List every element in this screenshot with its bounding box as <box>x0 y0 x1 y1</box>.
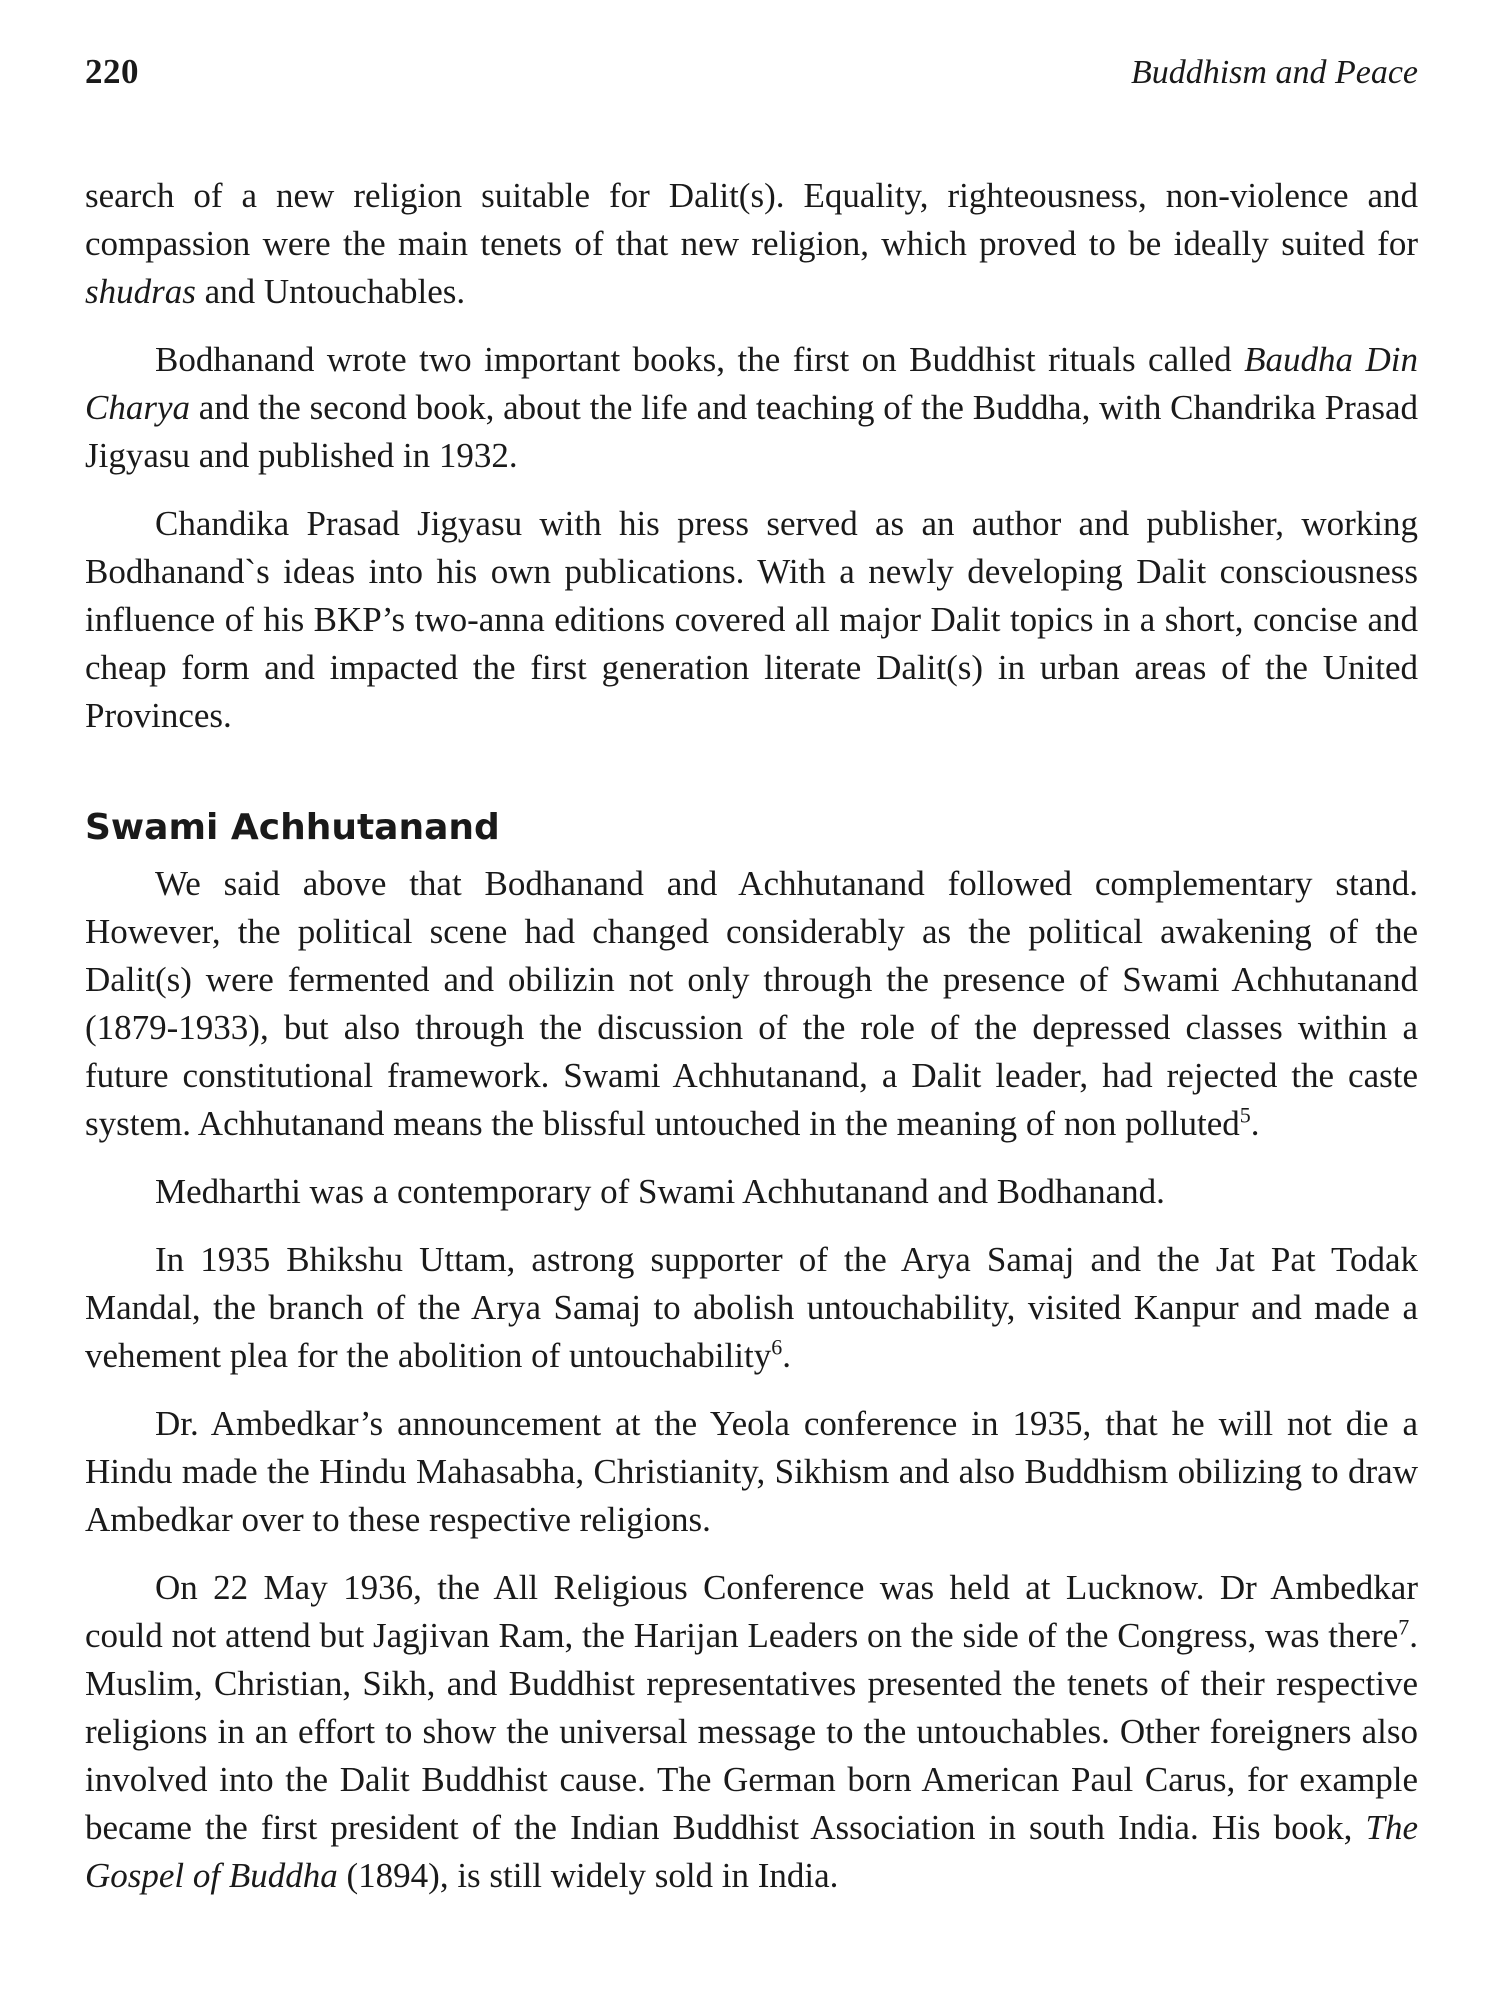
footnote-ref: 7 <box>1398 1614 1410 1640</box>
italic-term: shudras <box>85 272 196 311</box>
paragraph-6: In 1935 Bhikshu Uttam, astrong supporter of the Arya Samaj and the Jat Pat Todak Mandal, the branch of the Arya Samaj to abolish untouchability, visited Kanpur and made a vehement plea for the abolition of untouchability$^6$. <box>85 1240 1418 1375</box>
paragraph-4: We said above that Bodhanand and Achhutanand followed complementary stand. However, the political scene had changed considerably as the political awakening of the Dalit(s) were fermented and obilizin not only through the presence of Swami Achhutanand (1879-1933), but also through the discussion of the role of the depressed classes within a future constitutional framework. Swami Achhutanand, a Dalit leader, had rejected the caste system. Achhutanand means the blissful untouched in the meaning of non polluted$^5$. <box>85 864 1418 1143</box>
paragraph-1: search of a new religion suitable for Dalit(s). Equality, righteousness, non-violence and compassion were the main tenets of that new religion, which proved to be ideally suited for shudras and Untouchables. <box>85 176 1418 311</box>
paragraph-7: Dr. Ambedkar’s announcement at the Yeola conference in 1935, that he will not die a Hindu made the Hindu Mahasabha, Christianity, Sikhism and also Buddhism obilizing to draw Ambedkar over to these respective religions. <box>85 1404 1418 1539</box>
paragraph-8: On 22 May 1936, the All Religious Conference was held at Lucknow. Dr Ambedkar could not attend but Jagjivan Ram, the Harijan Leaders on the side of the Congress, was there$^7$. Muslim, Christian, Sikh, and Buddhist representatives presented the tenets of their respective religions in an effort to show the universal message to the untouchables. Other foreigners also involved into the Dalit Buddhist cause. The German born American Paul Carus, for example became the first president of the Indian Buddhist Association in south India. His book, The Gospel of Buddha (1894), is still widely sold in India. <box>85 1568 1418 1895</box>
paragraph-3: Chandika Prasad Jigyasu with his press served as an author and publisher, working Bodhanand`s ideas into his own publications. With a newly developing Dalit consciousness influence of his BKP’s two-anna editions covered all major Dalit topics in a short, concise and cheap form and impacted the first generation literate Dalit(s) in urban areas of the United Provinces. <box>85 504 1418 735</box>
page-number: 220 <box>85 52 139 91</box>
running-title: Buddhism and Peace <box>1130 54 1418 91</box>
italic-book-title: The Gospel of Buddha <box>85 1808 1418 1895</box>
paragraph-2: Bodhanand wrote two important books, the first on Buddhist rituals called Baudha Din Charya and the second book, about the life and teaching of the Buddha, with Chandrika Prasad Jigyasu and published in 1932. <box>85 340 1418 475</box>
footnote-ref: 6 <box>771 1334 783 1360</box>
footnote-ref: 5 <box>1239 1102 1251 1128</box>
body-text <box>85 172 1418 1900</box>
paragraph-5: Medharthi was a contemporary of Swami Achhutanand and Bodhanand. <box>155 1172 1165 1211</box>
section-heading: Swami Achhutanand <box>85 807 500 848</box>
italic-book-title: Baudha Din Charya <box>85 340 1418 427</box>
running-head <box>85 52 1418 102</box>
